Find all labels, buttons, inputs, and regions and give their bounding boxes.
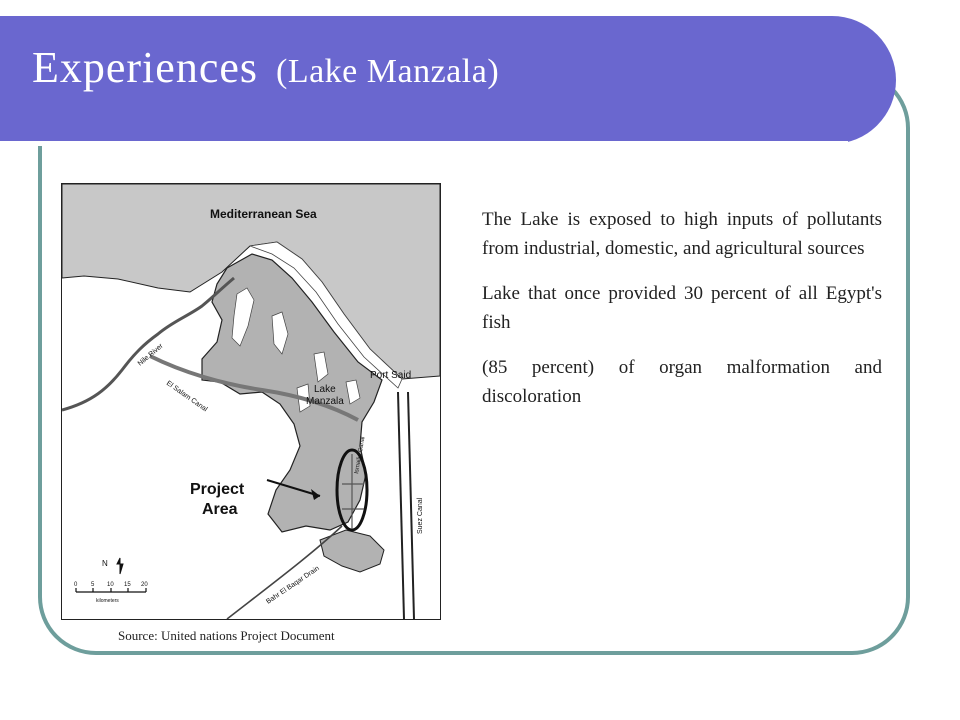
suez-canal-line-2 [408, 392, 414, 619]
scale-tick-10: 10 [107, 582, 114, 588]
bullet-malformation: (85 percent) of organ malformation and discoloration [482, 357, 882, 407]
scale-tick-15: 15 [124, 582, 131, 588]
label-lake: Lake [314, 384, 336, 395]
north-arrow-icon [117, 558, 123, 574]
title-underline [0, 141, 848, 146]
lake-manzala-map [61, 183, 441, 620]
label-mediterranean-sea: Mediterranean Sea [210, 207, 317, 221]
north-label: N [102, 559, 108, 568]
bullet-pollution: The Lake is exposed to high inputs of pollutants from industrial, domestic, and agricultural sources [482, 209, 882, 259]
title-subtitle: (Lake Manzala) [276, 53, 500, 90]
label-suez-canal: Suez Canal [417, 497, 424, 534]
label-area: Area [202, 501, 238, 518]
label-bahr-el-baqar-drain: Bahr El Baqar Drain [265, 565, 321, 606]
scale-bar [76, 588, 146, 592]
map-source-caption: Source: United nations Project Document [118, 628, 335, 643]
label-manzala: Manzala [306, 396, 344, 407]
label-el-salam-canal: El Salam Canal [164, 379, 209, 414]
title-main: Experiences [32, 43, 258, 92]
scale-tick-0: 0 [74, 582, 78, 588]
slide-title [32, 42, 499, 93]
scale-tick-20: 20 [141, 582, 148, 588]
bullet-fish-supply: Lake that once provided 30 percent of all Egypt's fish [482, 283, 882, 333]
bullet-list [482, 205, 882, 427]
nile-river-line [62, 278, 234, 410]
label-port-said: Port Said [370, 370, 412, 381]
scale-tick-5: 5 [91, 582, 95, 588]
map-illustration [62, 184, 440, 619]
label-project: Project [190, 481, 245, 498]
label-ismailia-canal: Ismailia Canal [354, 436, 367, 475]
label-nile-river: Nile River [136, 342, 165, 368]
scale-unit: kilometers [96, 598, 119, 604]
suez-canal-line [398, 392, 404, 619]
